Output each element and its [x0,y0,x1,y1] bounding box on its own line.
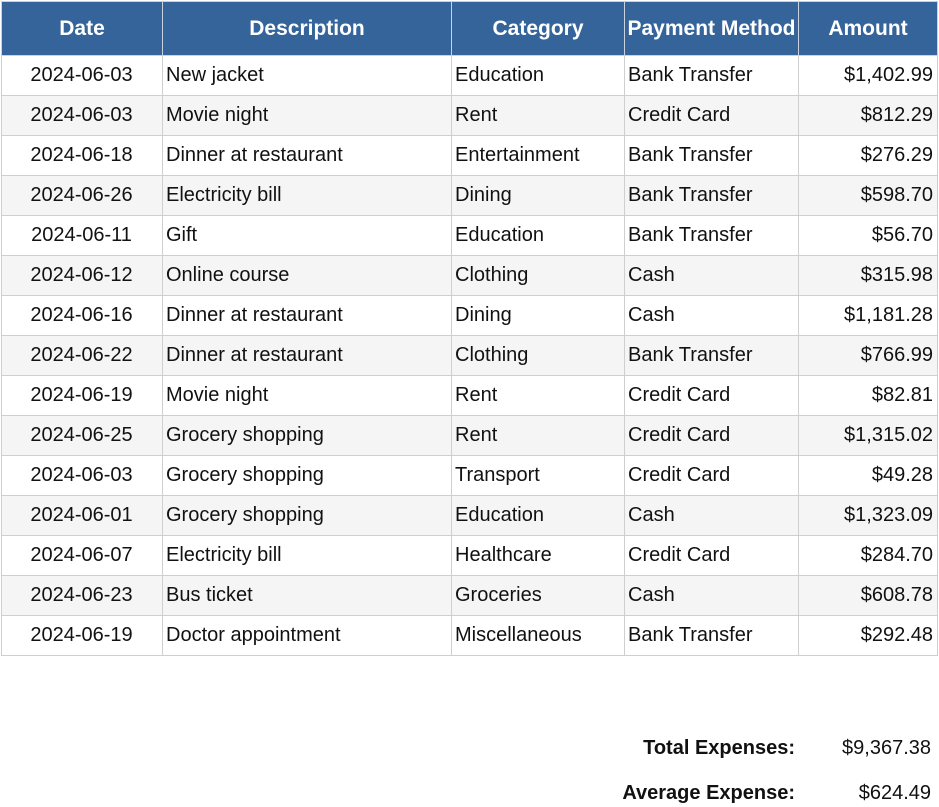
description-cell[interactable]: Online course [163,256,452,296]
category-cell[interactable]: Rent [452,96,625,136]
expense-sheet [1,1,938,656]
table-row[interactable] [2,416,938,456]
column-header-amount[interactable]: Amount [799,2,938,56]
table-row[interactable] [2,176,938,216]
table-row[interactable] [2,576,938,616]
payment-method-cell[interactable]: Credit Card [625,536,799,576]
date-cell[interactable]: 2024-06-11 [2,216,163,256]
description-cell[interactable]: Dinner at restaurant [163,336,452,376]
date-cell[interactable]: 2024-06-07 [2,536,163,576]
category-cell[interactable]: Rent [452,376,625,416]
column-header-date[interactable]: Date [2,2,163,56]
table-row[interactable] [2,616,938,656]
date-cell[interactable]: 2024-06-01 [2,496,163,536]
payment-method-cell[interactable]: Credit Card [625,416,799,456]
category-cell[interactable]: Healthcare [452,536,625,576]
amount-cell[interactable]: $284.70 [799,536,938,576]
description-cell[interactable]: Grocery shopping [163,416,452,456]
category-cell[interactable]: Clothing [452,336,625,376]
date-cell[interactable]: 2024-06-23 [2,576,163,616]
payment-method-cell[interactable]: Bank Transfer [625,216,799,256]
date-cell[interactable]: 2024-06-25 [2,416,163,456]
description-cell[interactable]: Gift [163,216,452,256]
total-expenses-row [495,737,931,760]
table-row[interactable] [2,256,938,296]
amount-cell[interactable]: $276.29 [799,136,938,176]
column-header-category[interactable]: Category [452,2,625,56]
payment-method-cell[interactable]: Cash [625,576,799,616]
description-cell[interactable]: Electricity bill [163,176,452,216]
date-cell[interactable]: 2024-06-22 [2,336,163,376]
date-cell[interactable]: 2024-06-26 [2,176,163,216]
category-cell[interactable]: Clothing [452,256,625,296]
amount-cell[interactable]: $812.29 [799,96,938,136]
amount-cell[interactable]: $56.70 [799,216,938,256]
average-expense-value[interactable]: $624.49 [858,782,931,804]
date-cell[interactable]: 2024-06-16 [2,296,163,336]
amount-cell[interactable]: $1,181.28 [799,296,938,336]
table-row[interactable] [2,96,938,136]
date-cell[interactable]: 2024-06-03 [2,96,163,136]
table-row[interactable] [2,456,938,496]
date-cell[interactable]: 2024-06-19 [2,376,163,416]
total-expenses-value[interactable]: $9,367.38 [842,737,931,759]
payment-method-cell[interactable]: Credit Card [625,96,799,136]
amount-cell[interactable]: $292.48 [799,616,938,656]
expense-rows [2,56,938,656]
header-row [2,2,938,56]
description-cell[interactable]: Grocery shopping [163,496,452,536]
category-cell[interactable]: Rent [452,416,625,456]
payment-method-cell[interactable]: Bank Transfer [625,136,799,176]
description-cell[interactable]: Dinner at restaurant [163,296,452,336]
date-cell[interactable]: 2024-06-03 [2,56,163,96]
category-cell[interactable]: Education [452,216,625,256]
table-row[interactable] [2,136,938,176]
category-cell[interactable]: Miscellaneous [452,616,625,656]
date-cell[interactable]: 2024-06-19 [2,616,163,656]
category-cell[interactable]: Entertainment [452,136,625,176]
table-row[interactable] [2,336,938,376]
payment-method-cell[interactable]: Cash [625,296,799,336]
table-row[interactable] [2,496,938,536]
description-cell[interactable]: New jacket [163,56,452,96]
total-expenses-label: Total Expenses: [643,737,795,759]
amount-cell[interactable]: $49.28 [799,456,938,496]
category-cell[interactable]: Transport [452,456,625,496]
date-cell[interactable]: 2024-06-03 [2,456,163,496]
table-row[interactable] [2,376,938,416]
description-cell[interactable]: Doctor appointment [163,616,452,656]
column-header-description[interactable]: Description [163,2,452,56]
date-cell[interactable]: 2024-06-12 [2,256,163,296]
amount-cell[interactable]: $1,323.09 [799,496,938,536]
category-cell[interactable]: Education [452,496,625,536]
payment-method-cell[interactable]: Credit Card [625,376,799,416]
average-expense-label: Average Expense: [622,782,795,804]
category-cell[interactable]: Education [452,56,625,96]
description-cell[interactable]: Electricity bill [163,536,452,576]
table-row[interactable] [2,536,938,576]
description-cell[interactable]: Movie night [163,96,452,136]
payment-method-cell[interactable]: Cash [625,496,799,536]
amount-cell[interactable]: $766.99 [799,336,938,376]
category-cell[interactable]: Dining [452,176,625,216]
date-cell[interactable]: 2024-06-18 [2,136,163,176]
description-cell[interactable]: Bus ticket [163,576,452,616]
table-row[interactable] [2,56,938,96]
category-cell[interactable]: Groceries [452,576,625,616]
table-row[interactable] [2,296,938,336]
amount-cell[interactable]: $1,402.99 [799,56,938,96]
average-expense-row [495,782,931,805]
expense-table [1,1,938,656]
payment-method-cell[interactable]: Bank Transfer [625,56,799,96]
payment-method-cell[interactable]: Credit Card [625,456,799,496]
payment-method-cell[interactable]: Bank Transfer [625,616,799,656]
amount-cell[interactable]: $315.98 [799,256,938,296]
payment-method-cell[interactable]: Bank Transfer [625,176,799,216]
amount-cell[interactable]: $598.70 [799,176,938,216]
category-cell[interactable]: Dining [452,296,625,336]
amount-cell[interactable]: $1,315.02 [799,416,938,456]
description-cell[interactable]: Dinner at restaurant [163,136,452,176]
description-cell[interactable]: Movie night [163,376,452,416]
payment-method-cell[interactable]: Bank Transfer [625,336,799,376]
amount-cell[interactable]: $82.81 [799,376,938,416]
table-row[interactable] [2,216,938,256]
column-header-payment-method[interactable]: Payment Method [625,2,799,56]
description-cell[interactable]: Grocery shopping [163,456,452,496]
payment-method-cell[interactable]: Cash [625,256,799,296]
amount-cell[interactable]: $608.78 [799,576,938,616]
